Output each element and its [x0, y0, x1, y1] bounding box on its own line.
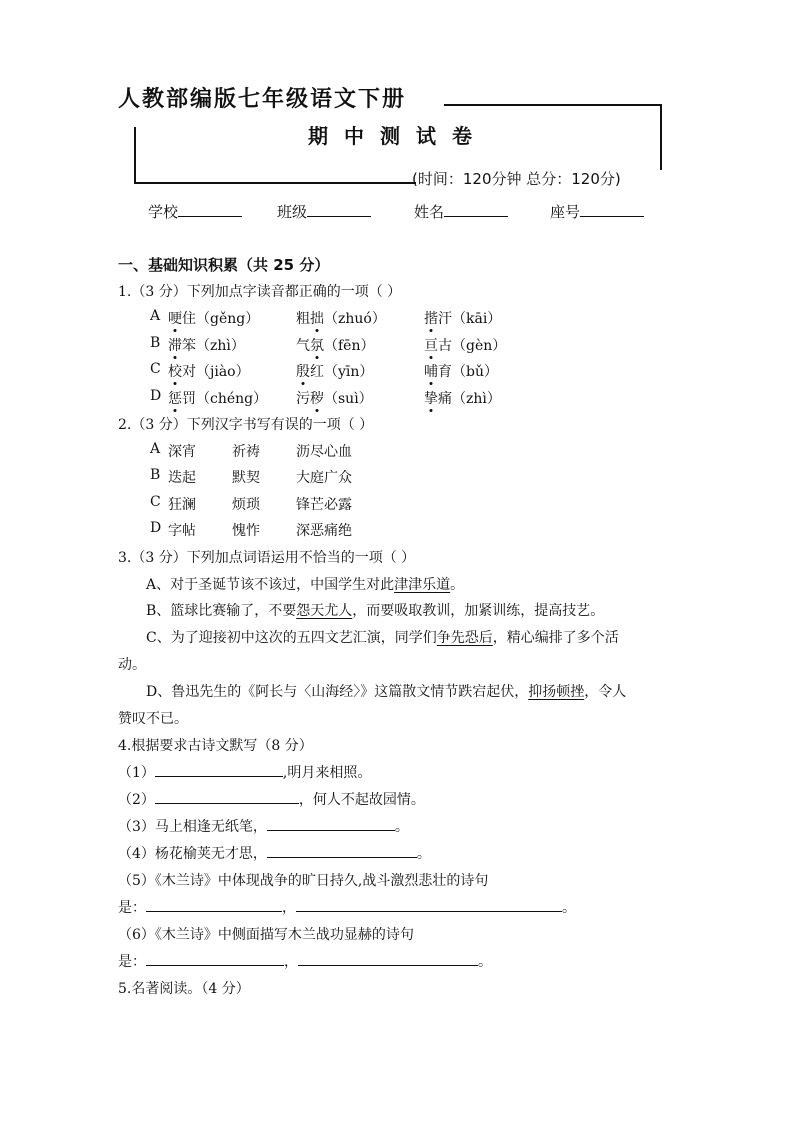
q3-option-b[interactable]: B、篮球比赛输了，不要怨天尤人，而要吸取教训，加紧训练，提高技艺。: [146, 603, 605, 619]
q2-option-word: 大庭广众: [296, 470, 352, 486]
q3-option-d-continued: 赞叹不已。: [118, 711, 188, 727]
q1-option-word: 惩罚（chéng）: [168, 391, 268, 407]
q2-option-letter[interactable]: A: [150, 441, 161, 457]
frame-line-left: [134, 127, 136, 183]
q3-option-c-continued: 动。: [118, 657, 146, 673]
q4-line-5-prompt: （5）《木兰诗》中体现战争的旷日持久,战斗激烈悲壮的诗句: [118, 873, 489, 889]
q1-option-word: 气氛（fēn）: [296, 338, 375, 354]
q2-option-word: 烦琐: [232, 497, 260, 513]
seat-number-field[interactable]: [550, 201, 644, 222]
name-field[interactable]: [414, 201, 508, 222]
q1-option-word: 校对（jiào）: [168, 364, 250, 380]
class-field[interactable]: [277, 201, 371, 222]
q1-option-word: 哺育（bǔ）: [424, 364, 498, 380]
q1-option-word: 亘古（gèn）: [424, 338, 507, 354]
frame-line-top: [444, 104, 662, 106]
q2-option-word: 沥尽心血: [296, 444, 352, 460]
q2-option-word: 深宵: [168, 444, 196, 460]
q3-option-c[interactable]: C、为了迎接初中这次的五四文艺汇演，同学们争先恐后，精心编排了多个活: [146, 630, 619, 646]
q3-option-a[interactable]: A、对于圣诞节该不该过，中国学生对此津津乐道。: [146, 577, 465, 593]
document-series-title: 人教部编版七年级语文下册: [118, 86, 407, 112]
q4-line-2[interactable]: （2） ，何人不起故园情。: [118, 789, 425, 809]
q4-line-1[interactable]: （1） ,明月来相照。: [118, 762, 371, 782]
q2-option-word: 默契: [232, 470, 260, 486]
q1-option-letter[interactable]: D: [150, 388, 162, 404]
question-5-stem: 5.名著阅读。（4 分）: [118, 981, 250, 997]
q2-option-letter[interactable]: D: [150, 520, 162, 536]
q2-option-letter[interactable]: C: [150, 494, 161, 510]
q2-option-word: 迭起: [168, 470, 196, 486]
q4-line-3[interactable]: （3）马上相逢无纸笔， 。: [118, 816, 409, 836]
section-heading: 一、基础知识积累（共 25 分）: [118, 256, 330, 274]
q2-option-word: 愧怍: [232, 523, 260, 539]
school-label: 学校: [148, 203, 179, 221]
q1-option-word: 污秽（suì）: [296, 391, 373, 407]
q3-option-d[interactable]: D、鲁迅先生的《阿长与〈山海经〉》这篇散文情节跌宕起伏，抑扬顿挫，令人: [146, 684, 627, 700]
q2-option-letter[interactable]: B: [150, 467, 161, 483]
school-field[interactable]: [148, 201, 242, 222]
q1-option-word: 哽住（gěng）: [168, 311, 260, 327]
time-score-info: (时间：120分钟 总分：120分): [412, 170, 621, 188]
q1-option-letter[interactable]: C: [150, 361, 161, 377]
question-2-stem: 2.（3 分）下列汉字书写有误的一项（ ）: [118, 417, 374, 433]
name-label: 姓名: [414, 203, 445, 221]
q1-option-word: 殷红（yīn）: [296, 364, 374, 380]
q1-option-letter[interactable]: B: [150, 335, 161, 351]
exam-title: 期中测试卷: [308, 124, 488, 148]
q4-line-6-answer[interactable]: 是： ， 。: [118, 951, 492, 971]
q1-option-word: 粗拙（zhuó）: [296, 311, 386, 327]
class-label: 班级: [277, 203, 308, 221]
q1-option-letter[interactable]: A: [150, 308, 161, 324]
q4-line-4[interactable]: （4）杨花榆荚无才思， 。: [118, 843, 431, 863]
seat-label: 座号: [550, 203, 581, 221]
q1-option-word: 挚痛（zhì）: [424, 391, 501, 407]
q2-option-word: 祈祷: [232, 444, 260, 460]
question-3-stem: 3.（3 分）下列加点词语运用不恰当的一项（ ）: [118, 550, 416, 566]
q4-line-6-prompt: （6）《木兰诗》中侧面描写木兰战功显赫的诗句: [118, 927, 414, 943]
q1-option-word: 滞笨（zhì）: [168, 338, 245, 354]
q2-option-word: 深恶痛绝: [296, 523, 352, 539]
q2-option-word: 锋芒必露: [296, 497, 352, 513]
q1-option-word: 揩汗（kāi）: [424, 311, 502, 327]
question-4-stem: 4.根据要求古诗文默写（8 分）: [118, 738, 313, 754]
frame-line-bottom: [134, 182, 416, 184]
question-1-stem: 1.（3 分）下列加点字读音都正确的一项（ ）: [118, 284, 402, 300]
q2-option-word: 字帖: [168, 523, 196, 539]
q2-option-word: 狂澜: [168, 497, 196, 513]
q4-line-5-answer[interactable]: 是： ， 。: [118, 897, 576, 917]
frame-line-right: [660, 104, 662, 170]
